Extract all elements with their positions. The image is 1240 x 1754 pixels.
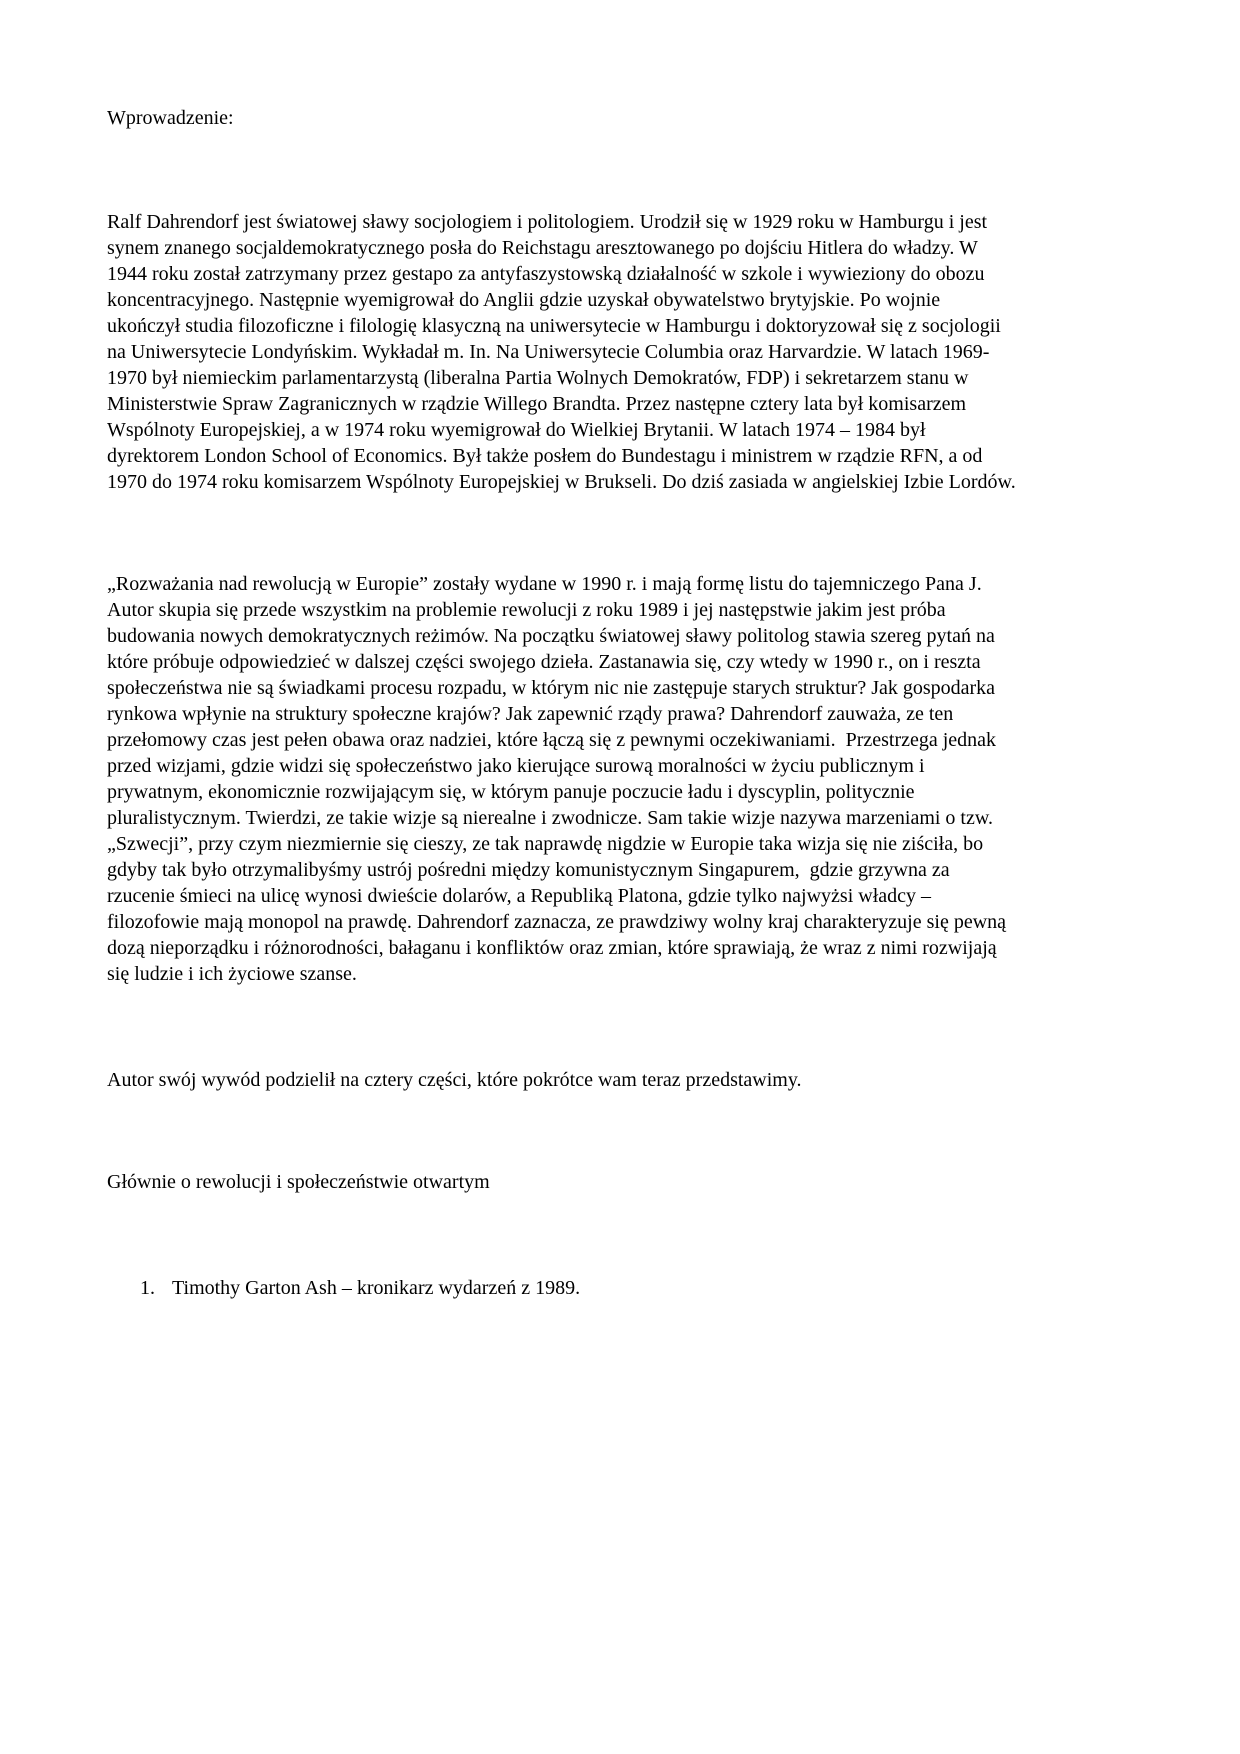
paragraph-closing: Autor swój wywód podzielił na cztery części, które pokrótce wam teraz przedstawimy. <box>107 1069 802 1091</box>
intro-heading: Wprowadzenie: <box>107 107 234 129</box>
numbered-list <box>107 1275 1020 1301</box>
list-item <box>140 1275 1020 1301</box>
section-heading: Głównie o rewolucji i społeczeństwie otwartym <box>107 1171 490 1193</box>
paragraph-biography: Ralf Dahrendorf jest światowej sławy socjologiem i politologiem. Urodził się w 1929 roku w Hamburgu i jest synem znanego socjaldemokratycznego posła do Reichstagu aresztowanego po dojściu Hitlera do władzy. W 1944 roku został zatrzymany przez gestapo za antyfaszystowską działalność w szkole i wywieziony do obozu koncentracyjnego. Następnie wyemigrował do Anglii gdzie uzyskał obywatelstwo brytyjskie. Po wojnie ukończył studia filozoficzne i filologię klasyczną na uniwersytecie w Hamburgu i doktoryzował się z socjologii na Uniwersytecie Londyńskim. Wykładał m. In. Na Uniwersytecie Columbia oraz Harvardzie. W latach 1969-1970 był niemieckim parlamentarzystą (liberalna Partia Wolnych Demokratów, FDP) i sekretarzem stanu w Ministerstwie Spraw Zagranicznych w rządzie Willego Brandta. Przez następne cztery lata był komisarzem Wspólnoty Europejskiej, a w 1974 roku wyemigrował do Wielkiej Brytanii. W latach 1974 – 1984 był dyrektorem London School of Economics. Był także posłem do Bundestagu i ministrem w rządzie RFN, a od 1970 do 1974 roku komisarzem Wspólnoty Europejskiej w Brukseli. Do dziś zasiada w angielskiej Izbie Lordów. <box>107 211 1016 493</box>
list-item-text: Timothy Garton Ash – kronikarz wydarzeń z 1989. <box>172 1277 581 1299</box>
list-item-number: 1. <box>140 1277 155 1299</box>
paragraph-book-review: „Rozważania nad rewolucją w Europie” zostały wydane w 1990 r. i mają formę listu do tajemniczego Pana J. Autor skupia się przede wszystkim na problemie rewolucji z roku 1989 i jej następstwie jakim jest próba budowania nowych demokratycznych reżimów. Na początku światowej sławy politolog stawia szereg pytań na które próbuje odpowiedzieć w dalszej części swojego dzieła. Zastanawia się, czy wtedy w 1990 r., on i reszta społeczeństwa nie są świadkami procesu rozpadu, w którym nic nie zastępuje starych struktur? Jak gospodarka rynkowa wpłynie na struktury społeczne krajów? Jak zapewnić rządy prawa? Dahrendorf zauważa, ze ten przełomowy czas jest pełen obawa oraz nadziei, które łączą się z pewnymi oczekiwaniami. Przestrzega jednak przed wizjami, gdzie widzi się społeczeństwo jako kierujące surową moralności w życiu publicznym i prywatnym, ekonomicznie rozwijającym się, w którym panuje poczucie ładu i dyscyplin, politycznie pluralistycznym. Twierdzi, ze takie wizje są nierealne i zwodnicze. Sam takie wizje nazywa marzeniami o tzw. „Szwecji”, przy czym niezmiernie się cieszy, ze tak naprawdę nigdzie w Europie taka wizja się nie ziściła, bo gdyby tak było otrzymalibyśmy ustrój pośredni między komunistycznym Singapurem, gdzie grzywna za rzucenie śmieci na ulicę wynosi dwieście dolarów, a Republiką Platona, gdzie tylko najwyżsi władcy – filozofowie mają monopol na prawdę. Dahrendorf zaznacza, ze prawdziwy wolny kraj charakteryzuje się pewną dozą nieporządku i różnorodności, bałaganu i konfliktów oraz zmian, które sprawiają, że wraz z nimi rozwijają się ludzie i ich życiowe szanse. <box>107 573 1012 985</box>
